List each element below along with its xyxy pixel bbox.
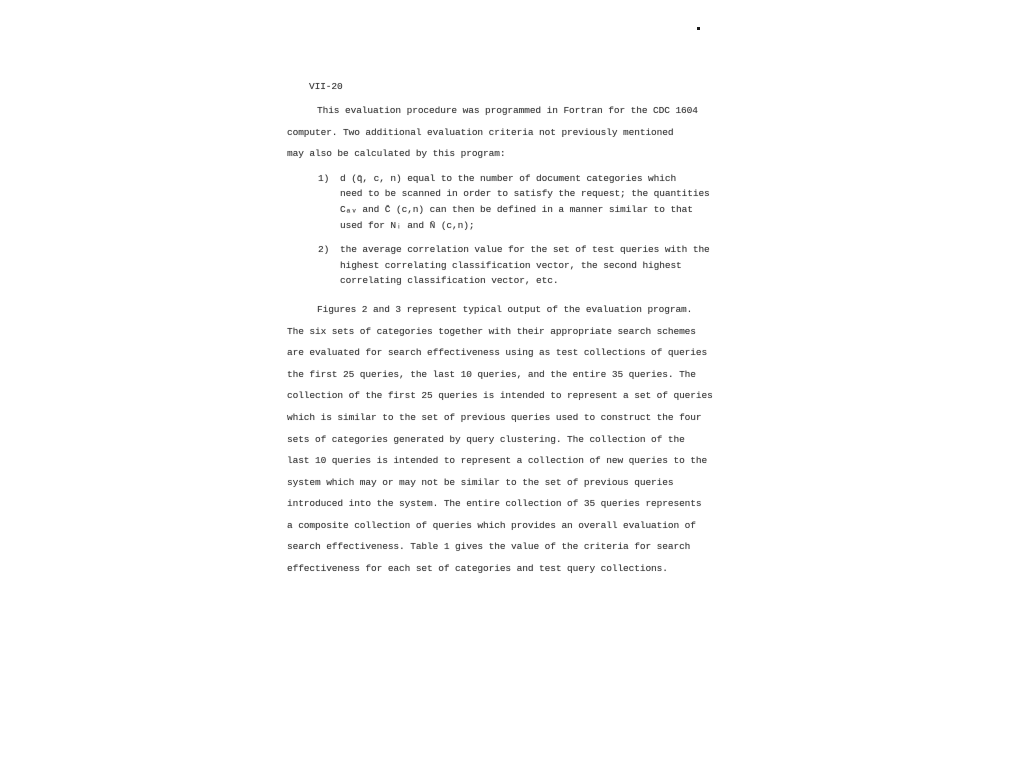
paragraph-line: last 10 queries is intended to represent a collection of new queries to the [287, 455, 708, 467]
list-item-text [340, 242, 757, 289]
list-line: need to be scanned in order to satisfy the request; the quantities [340, 188, 710, 200]
list-line: d (q̄, c, n) equal to the number of document categories which [340, 172, 677, 184]
paragraph-line: collection of the first 25 queries is intended to represent a set of queries [287, 390, 713, 402]
list-item-2 [318, 242, 757, 289]
list-line: the average correlation value for the set of test queries with the [340, 244, 710, 256]
paragraph-line: a composite collection of queries which provides an overall evaluation of [287, 519, 696, 531]
paragraph-line: are evaluated for search effectiveness using as test collections of queries [287, 347, 708, 359]
list-line: used for Nᵢ and N̄ (c,n); [340, 219, 475, 231]
paragraph-line: the first 25 queries, the last 10 queries, and the entire 35 queries. The [287, 368, 696, 380]
list-line: correlating classification vector, etc. [340, 275, 559, 287]
main-paragraph [287, 299, 757, 580]
list-item-number: 2) [318, 244, 330, 256]
paragraph-line: This evaluation procedure was programmed in Fortran for the CDC 1604 [317, 105, 698, 116]
scan-artifact-dot [697, 27, 700, 30]
list-item-text [340, 171, 757, 233]
paragraph-line: search effectiveness. Table 1 gives the value of the criteria for search [287, 541, 691, 553]
opening-paragraph [287, 100, 757, 165]
paragraph-line: system which may or may not be similar to the set of previous queries [287, 476, 674, 488]
paragraph-line: computer. Two additional evaluation criteria not previously mentioned [287, 126, 674, 138]
document-text-block [287, 80, 757, 580]
criteria-list [318, 171, 757, 289]
paragraph-line: introduced into the system. The entire collection of 35 queries represents [287, 498, 702, 510]
list-item-1 [318, 171, 757, 233]
paragraph-line: may also be calculated by this program: [287, 148, 506, 160]
list-line: highest correlating classification vector, the second highest [340, 259, 682, 271]
paragraph-line: The six sets of categories together with their appropriate search schemes [287, 325, 696, 337]
paragraph-line: effectiveness for each set of categories and test query collections. [287, 563, 668, 575]
paragraph-line: which is similar to the set of previous queries used to construct the four [287, 411, 702, 423]
list-item-number: 1) [318, 172, 330, 184]
paragraph-line: sets of categories generated by query clustering. The collection of the [287, 433, 685, 445]
paragraph-line: Figures 2 and 3 represent typical output of the evaluation program. [317, 303, 693, 315]
list-line: Cₐᵥ and C̄ (c,n) can then be defined in a manner similar to that [340, 203, 693, 215]
page-number: VII-20 [309, 81, 343, 92]
